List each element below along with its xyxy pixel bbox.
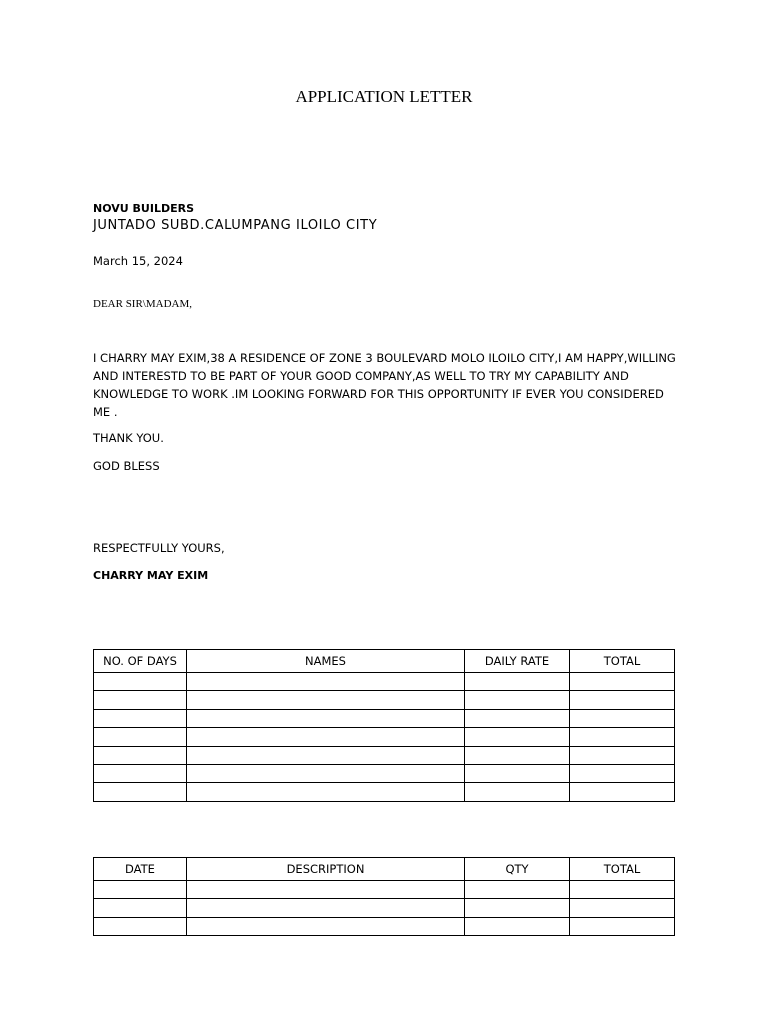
table-cell[interactable] [94, 673, 187, 691]
table-cell[interactable] [570, 673, 675, 691]
table-cell[interactable] [465, 764, 570, 782]
table-row [94, 728, 675, 746]
table-row [94, 917, 675, 935]
labor-table-header-row [94, 650, 675, 673]
table-cell[interactable] [94, 691, 187, 709]
table-cell[interactable] [465, 881, 570, 899]
table-row [94, 746, 675, 764]
table-cell[interactable] [187, 673, 465, 691]
table-cell[interactable] [94, 881, 187, 899]
table-row [94, 899, 675, 917]
table-cell[interactable] [94, 917, 187, 935]
letter-title: APPLICATION LETTER [295, 87, 473, 106]
table-cell[interactable] [94, 746, 187, 764]
table-cell[interactable] [570, 917, 675, 935]
table-cell[interactable] [465, 673, 570, 691]
table-row [94, 691, 675, 709]
table-cell[interactable] [187, 691, 465, 709]
table-cell[interactable] [187, 728, 465, 746]
table-cell[interactable] [94, 728, 187, 746]
column-header-names: NAMES [187, 650, 465, 673]
company-address: JUNTADO SUBD.CALUMPANG ILOILO CITY [93, 218, 378, 233]
letter-date: March 15, 2024 [93, 254, 183, 268]
table-cell[interactable] [187, 881, 465, 899]
table-cell[interactable] [570, 899, 675, 917]
table-cell[interactable] [570, 746, 675, 764]
table-cell[interactable] [465, 917, 570, 935]
table-cell[interactable] [570, 764, 675, 782]
table-row [94, 783, 675, 801]
column-header-total: TOTAL [570, 858, 675, 881]
column-header-total: TOTAL [570, 650, 675, 673]
blessing-line: GOD BLESS [93, 459, 160, 473]
company-name: NOVU BUILDERS [93, 202, 194, 215]
table-cell[interactable] [187, 917, 465, 935]
table-cell[interactable] [187, 746, 465, 764]
table-cell[interactable] [570, 881, 675, 899]
table-cell[interactable] [94, 783, 187, 801]
table-cell[interactable] [465, 899, 570, 917]
table-cell[interactable] [465, 691, 570, 709]
closing-line: RESPECTFULLY YOURS, [93, 541, 225, 555]
salutation: DEAR SIR\MADAM, [93, 298, 193, 310]
labor-table [93, 649, 675, 802]
signature-name: CHARRY MAY EXIM [93, 569, 209, 582]
letter-body: I CHARRY MAY EXIM,38 A RESIDENCE OF ZONE 3 BOULEVARD MOLO ILOILO CITY,I AM HAPPY,WILLING AND INTERESTD TO BE PART OF YOUR GOOD COMPANY,AS WELL TO TRY MY CAPABILITY AND KNOWLEDGE TO WORK .IM LOOKING FORWARD FOR THIS OPPORTUNITY IF EVER YOU CONSIDERED ME . [93, 351, 676, 419]
table-cell[interactable] [187, 783, 465, 801]
table-row [94, 673, 675, 691]
table-row [94, 709, 675, 727]
table-cell[interactable] [94, 899, 187, 917]
table-cell[interactable] [187, 764, 465, 782]
table-cell[interactable] [187, 709, 465, 727]
materials-table [93, 857, 675, 936]
table-cell[interactable] [570, 709, 675, 727]
table-row [94, 881, 675, 899]
table-cell[interactable] [465, 746, 570, 764]
table-cell[interactable] [570, 783, 675, 801]
table-cell[interactable] [465, 728, 570, 746]
table-cell[interactable] [94, 709, 187, 727]
column-header-days: NO. OF DAYS [94, 650, 187, 673]
column-header-description: DESCRIPTION [187, 858, 465, 881]
table-cell[interactable] [570, 691, 675, 709]
column-header-qty: QTY [465, 858, 570, 881]
table-cell[interactable] [187, 899, 465, 917]
table-cell[interactable] [94, 764, 187, 782]
table-cell[interactable] [465, 783, 570, 801]
column-header-date: DATE [94, 858, 187, 881]
table-cell[interactable] [570, 728, 675, 746]
table-cell[interactable] [465, 709, 570, 727]
thanks-line: THANK YOU. [93, 431, 164, 445]
table-row [94, 764, 675, 782]
column-header-daily-rate: DAILY RATE [465, 650, 570, 673]
materials-table-header-row [94, 858, 675, 881]
